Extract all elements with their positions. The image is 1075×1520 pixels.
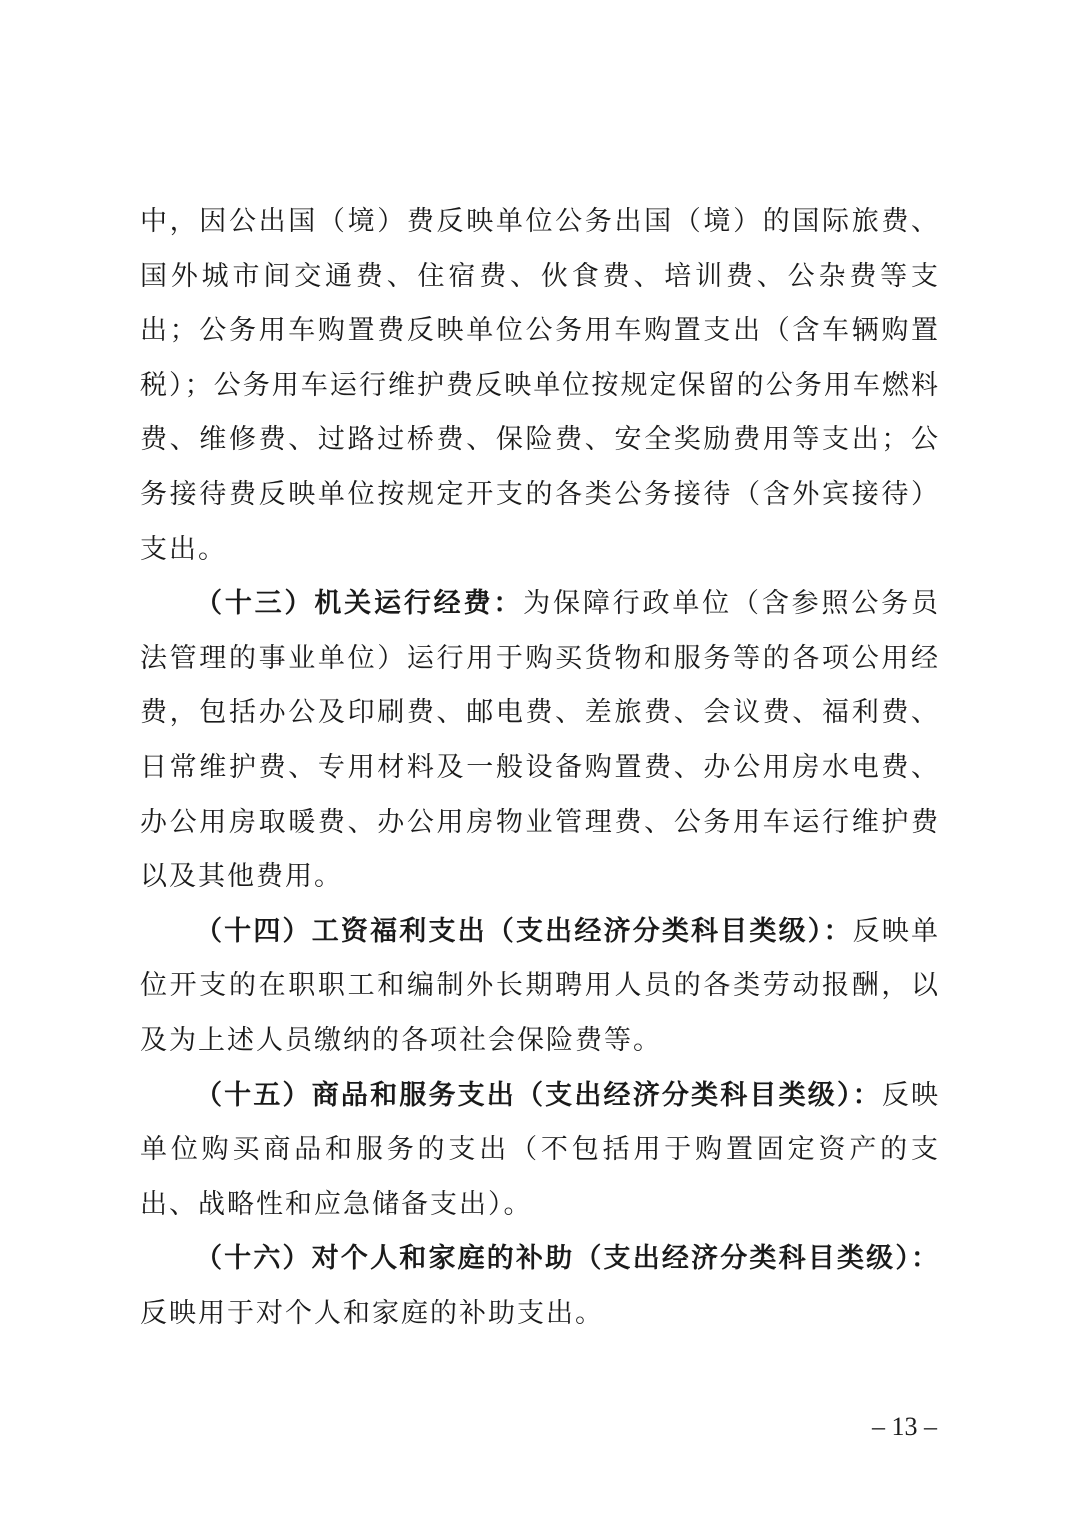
paragraph-continuation	[140, 195, 940, 577]
page-number: – 13 –	[872, 1412, 937, 1441]
paragraph-body: 中，因公出国（境）费反映单位公务出国（境）的国际旅费、国外城市间交通费、住宿费、伙食费、培训费、公杂费等支出；公务用车购置费反映单位公务用车购置支出（含车辆购置税）；公务用车运行维护费反映单位按规定保留的公务用车燃料费、维修费、过路过桥费、保险费、安全奖励费用等支出；公务接待费反映单位按规定开支的各类公务接待（含外宾接待）支出。	[140, 206, 940, 565]
paragraph-body: 反映用于对个人和家庭的补助支出。	[140, 1297, 604, 1329]
paragraph-14	[140, 905, 940, 1069]
paragraph-heading: （十三）机关运行经费：	[195, 588, 524, 620]
paragraph-body: 反映单位开支的在职职工和编制外长期聘用人员的各类劳动报酬，以及为上述人员缴纳的各项社会保险费等。	[140, 915, 941, 1056]
paragraph-body: 反映单位购买商品和服务的支出（不包括用于购置固定资产的支出、战略性和应急储备支出）。	[140, 1079, 941, 1220]
paragraph-heading: （十六）对个人和家庭的补助（支出经济分类科目类级）：	[195, 1243, 940, 1275]
paragraph-15	[140, 1069, 940, 1233]
paragraph-16	[140, 1232, 940, 1341]
document-body	[140, 195, 940, 1341]
paragraph-13	[140, 577, 940, 905]
paragraph-heading: （十五）商品和服务支出（支出经济分类科目类级）：	[195, 1079, 882, 1111]
paragraph-heading: （十四）工资福利支出（支出经济分类科目类级）：	[195, 915, 853, 947]
paragraph-body: 为保障行政单位（含参照公务员法管理的事业单位）运行用于购买货物和服务等的各项公用经费，包括办公及印刷费、邮电费、差旅费、会议费、福利费、日常维护费、专用材料及一般设备购置费、办公用房水电费、办公用房取暖费、办公用房物业管理费、公务用车运行维护费以及其他费用。	[140, 588, 941, 893]
